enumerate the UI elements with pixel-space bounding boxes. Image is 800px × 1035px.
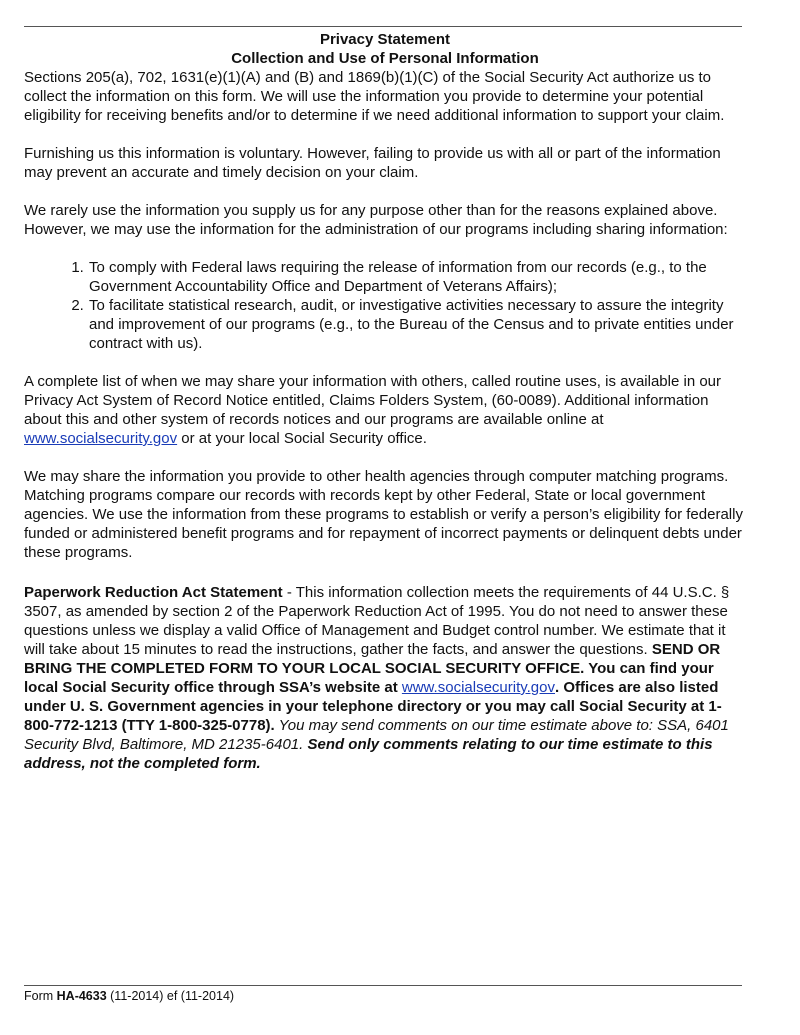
phone-instruction: . Offices are also listed under U. S. Government agencies in your telephone directory or you may call Social Security at 1-800-772-1213 (TTY 1-800-325-0778). <box>24 679 722 734</box>
privacy-paragraph-matching: We may share the information you provide to other health agencies through computer matching programs. Matching programs compare our records with records kept by other Federal, State or local government agencies. We use the information from these programs to establish or verify a person’s eligibility for federally funded or administered benefit programs and for repayment of incorrect payments or delinquent debts under these programs. <box>24 468 743 561</box>
paragraph-text: A complete list of when we may share your information with others, called routine uses, is available in our Privacy Act System of Record Notice entitled, Claims Folders System, (60-0089). Additional information about this and other system of records notices and our programs are available online at <box>24 373 722 428</box>
privacy-paragraph-uses: We rarely use the information you supply us for any purpose other than for the reasons explained above. However, we may use the information for the administration of our programs including sharing information: <box>24 202 728 238</box>
page-subtitle: Collection and Use of Personal Information <box>231 50 539 67</box>
comments-address: You may send comments on our time estimate above to: SSA, 6401 Security Blvd, Baltimore, MD 21235-6401. <box>24 717 729 753</box>
socialsecurity-link[interactable]: www.socialsecurity.gov <box>24 430 178 447</box>
privacy-paragraph-voluntary: Furnishing us this information is voluntary. However, failing to provide us with all or part of the information may prevent an accurate and timely decision on your claim. <box>24 145 721 181</box>
privacy-paragraph-routine-uses <box>24 372 746 448</box>
send-form-instruction: SEND OR BRING THE COMPLETED FORM TO YOUR LOCAL SOCIAL SECURITY OFFICE. You can find your local Social Security office through SSA’s website at <box>24 641 721 696</box>
list-item: 2. To facilitate statistical research, audit, or investigative activities necessary to assure the integrity and improvement of our programs (e.g., to the Bureau of the Census and to private entities under contract with us). <box>88 296 746 353</box>
list-item: 1. To comply with Federal laws requiring the release of information from our records (e.g., to the Government Accountability Office and Department of Veterans Affairs); <box>88 258 746 296</box>
top-divider <box>24 26 742 27</box>
comments-note: Send only comments relating to our time estimate to this address, not the completed form. <box>24 736 713 772</box>
form-footer <box>24 988 234 1004</box>
footer-prefix: Form <box>24 989 57 1003</box>
form-edition: (11-2014) ef (11-2014) <box>106 989 235 1003</box>
paragraph-text: or at your local Social Security office. <box>177 430 427 447</box>
bottom-divider <box>24 985 742 986</box>
paperwork-heading: Paperwork Reduction Act Statement <box>24 584 287 601</box>
socialsecurity-link[interactable]: www.socialsecurity.gov <box>401 679 555 696</box>
paragraph-text: - This information collection meets the requirements of 44 U.S.C. § 3507, as amended by section 2 of the Paperwork Reduction Act of 1995. You do not need to answer these questions unless we display a valid Office of Management and Budget control number. We estimate that it will take about 15 minutes to read the instructions, gather the facts, and answer the questions. <box>24 584 730 658</box>
form-number: HA-4633 <box>56 989 107 1003</box>
page-title: Privacy Statement <box>319 31 451 48</box>
routine-uses-list <box>24 258 746 353</box>
paperwork-reduction-paragraph <box>24 583 746 773</box>
document-body <box>24 30 746 773</box>
privacy-paragraph-authority: Sections 205(a), 702, 1631(e)(1)(A) and (B) and 1869(b)(1)(C) of the Social Security Act authorize us to collect the information on this form. We will use the information you provide to determine your potential eligibility for receiving benefits and/or to determine if we need additional information to support your claim. <box>24 69 725 124</box>
